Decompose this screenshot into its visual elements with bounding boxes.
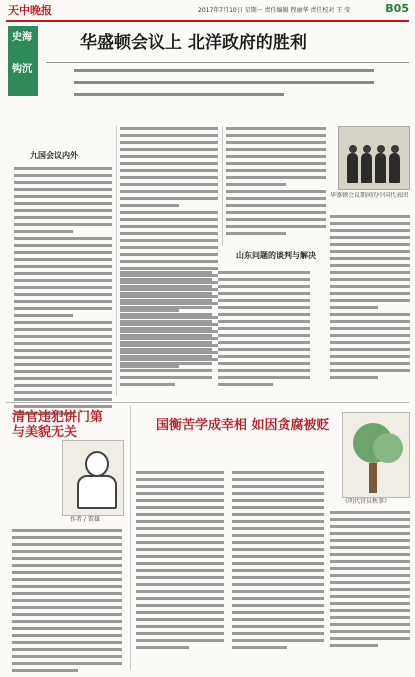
- text-line: [12, 591, 122, 596]
- text-line: [14, 348, 112, 353]
- text-line: [14, 313, 73, 318]
- text-line: [136, 498, 224, 503]
- text-line: [14, 362, 112, 367]
- text-line: [120, 319, 212, 324]
- text-line: [226, 161, 326, 166]
- text-line: [120, 133, 218, 138]
- illustration-credit-1: 作者 / 雷雄: [70, 516, 100, 523]
- text-line: [330, 615, 410, 620]
- text-line: [12, 535, 122, 540]
- text-line: [226, 210, 326, 215]
- text-line: [232, 505, 324, 510]
- text-line: [12, 654, 122, 659]
- text-column-5: [120, 270, 212, 389]
- text-line: [14, 285, 112, 290]
- text-line: [330, 333, 410, 338]
- text-line: [14, 201, 112, 206]
- text-line: [12, 556, 122, 561]
- text-line: [330, 270, 410, 275]
- header-meta: 2017年7月10日 星期一 责任编辑 程丽华 责任校对 王 莹: [198, 7, 351, 14]
- text-column-9: [232, 470, 324, 652]
- text-line: [14, 250, 112, 255]
- text-line: [12, 605, 122, 610]
- text-line: [120, 245, 218, 250]
- text-line: [14, 180, 112, 185]
- text-line: [330, 340, 410, 345]
- text-column-8: [136, 470, 224, 652]
- text-line: [218, 326, 310, 331]
- text-line: [330, 622, 410, 627]
- text-line: [232, 477, 324, 482]
- text-line: [330, 643, 378, 648]
- text-line: [120, 231, 218, 236]
- text-column-3: [226, 126, 326, 238]
- text-line: [218, 361, 310, 366]
- text-line: [120, 224, 218, 229]
- text-line: [120, 291, 212, 296]
- text-line: [136, 505, 224, 510]
- text-line: [14, 404, 112, 409]
- text-line: [232, 610, 324, 615]
- text-line: [218, 305, 310, 310]
- text-line: [120, 196, 218, 201]
- text-line: [120, 340, 212, 345]
- text-line: [136, 519, 224, 524]
- text-line: [232, 470, 324, 475]
- text-line: [232, 645, 287, 650]
- text-line: [14, 341, 112, 346]
- text-line: [330, 354, 410, 359]
- text-line: [218, 375, 310, 380]
- portrait-face: [85, 451, 109, 477]
- text-line: [330, 298, 410, 303]
- text-line: [120, 252, 218, 257]
- text-line: [232, 484, 324, 489]
- text-line: [136, 554, 224, 559]
- text-line: [136, 484, 224, 489]
- text-line: [330, 545, 410, 550]
- text-line: [136, 533, 224, 538]
- column-label-box: [8, 26, 38, 96]
- text-line: [120, 238, 218, 243]
- text-line: [330, 573, 410, 578]
- text-line: [14, 236, 112, 241]
- photo-figure-head: [377, 145, 385, 153]
- text-line: [136, 638, 224, 643]
- text-line: [12, 661, 122, 666]
- text-line: [218, 340, 310, 345]
- text-line: [136, 470, 224, 475]
- text-line: [330, 319, 410, 324]
- text-line: [330, 531, 410, 536]
- text-line: [12, 549, 122, 554]
- text-line: [330, 291, 410, 296]
- text-line: [12, 577, 122, 582]
- text-line: [12, 633, 122, 638]
- text-line: [120, 147, 218, 152]
- text-line: [218, 312, 310, 317]
- text-line: [136, 512, 224, 517]
- text-line: [330, 221, 410, 226]
- photo-caption: 华盛顿会议期间的中国代表团: [330, 192, 409, 199]
- column-label-line1: 史海: [12, 32, 32, 43]
- text-line: [330, 552, 410, 557]
- text-line: [232, 533, 324, 538]
- text-line: [218, 291, 310, 296]
- text-line: [330, 629, 410, 634]
- text-line: [14, 243, 112, 248]
- text-line: [330, 566, 410, 571]
- text-line: [136, 582, 224, 587]
- text-line: [14, 390, 112, 395]
- text-line: [330, 601, 410, 606]
- text-line: [330, 594, 410, 599]
- text-line: [14, 194, 112, 199]
- text-line: [14, 215, 112, 220]
- article-deck: [74, 66, 374, 102]
- text-line: [232, 589, 324, 594]
- text-line: [330, 347, 410, 352]
- text-line: [226, 147, 326, 152]
- text-line: [14, 299, 112, 304]
- text-line: [120, 347, 212, 352]
- text-line: [232, 568, 324, 573]
- text-line: [120, 270, 212, 275]
- text-line: [14, 278, 112, 283]
- text-line: [330, 256, 410, 261]
- tree-trunk: [369, 463, 377, 493]
- column-separator: [130, 406, 131, 670]
- text-line: [120, 154, 218, 159]
- text-line: [14, 257, 112, 262]
- main-headline: 华盛顿会议上 北洋政府的胜利: [80, 33, 307, 53]
- text-line: [232, 603, 324, 608]
- portrait-body: [77, 475, 117, 509]
- photo-figure-head: [349, 145, 357, 153]
- text-line: [12, 584, 122, 589]
- text-line: [218, 277, 310, 282]
- text-column-4: [330, 214, 410, 382]
- text-line: [14, 222, 112, 227]
- text-line: [136, 645, 189, 650]
- photo-figure: [389, 153, 400, 183]
- text-line: [330, 517, 410, 522]
- portrait-illustration: [62, 440, 124, 516]
- text-line: [14, 292, 112, 297]
- text-line: [330, 235, 410, 240]
- text-line: [330, 242, 410, 247]
- text-line: [120, 217, 218, 222]
- text-line: [120, 333, 212, 338]
- text-line: [120, 277, 212, 282]
- text-line: [218, 368, 310, 373]
- text-line: [14, 166, 112, 171]
- photo-figure: [347, 153, 358, 183]
- section-title-2: 山东问题的谈判与解决: [236, 251, 316, 260]
- text-line: [330, 368, 410, 373]
- text-line: [120, 140, 218, 145]
- text-line: [330, 284, 410, 289]
- text-line: [120, 210, 218, 215]
- text-line: [12, 598, 122, 603]
- text-line: [330, 312, 410, 317]
- text-column-10: [330, 510, 410, 650]
- text-line: [218, 347, 310, 352]
- text-line: [330, 214, 410, 219]
- text-line: [226, 154, 326, 159]
- text-line: [14, 187, 112, 192]
- text-column-1: [14, 166, 112, 418]
- text-line: [232, 498, 324, 503]
- text-line: [330, 228, 410, 233]
- text-line: [12, 612, 122, 617]
- text-line: [330, 636, 410, 641]
- text-line: [136, 603, 224, 608]
- text-line: [232, 512, 324, 517]
- text-line: [218, 333, 310, 338]
- text-line: [120, 368, 212, 373]
- text-line: [136, 561, 224, 566]
- text-line: [136, 617, 224, 622]
- text-line: [232, 596, 324, 601]
- text-line: [14, 271, 112, 276]
- photo-figure: [375, 153, 386, 183]
- text-line: [330, 326, 410, 331]
- text-line: [218, 319, 310, 324]
- text-line: [218, 354, 310, 359]
- text-line: [232, 617, 324, 622]
- text-line: [330, 538, 410, 543]
- text-line: [14, 369, 112, 374]
- text-line: [330, 249, 410, 254]
- text-line: [120, 375, 212, 380]
- section-title-4: 国衡苦学成幸相 如因贪腐被贬: [156, 418, 330, 433]
- text-line: [218, 382, 273, 387]
- text-line: [14, 355, 112, 360]
- text-line: [12, 619, 122, 624]
- text-line: [120, 354, 212, 359]
- text-line: [226, 189, 326, 194]
- deck-line: [74, 90, 284, 99]
- text-line: [14, 229, 73, 234]
- text-line: [12, 542, 122, 547]
- text-line: [232, 547, 324, 552]
- text-line: [120, 182, 218, 187]
- text-line: [232, 491, 324, 496]
- text-line: [226, 133, 326, 138]
- newspaper-logo: 天中晚报: [8, 4, 52, 17]
- text-line: [120, 175, 218, 180]
- text-line: [120, 168, 218, 173]
- column-separator: [116, 126, 117, 396]
- text-line: [136, 568, 224, 573]
- text-line: [136, 575, 224, 580]
- text-line: [14, 376, 112, 381]
- deck-line: [74, 66, 374, 75]
- section-title-1: 九国会议内外: [30, 151, 78, 160]
- header-rule: [6, 20, 409, 22]
- text-line: [120, 203, 179, 208]
- text-line: [120, 161, 218, 166]
- text-line: [12, 668, 78, 673]
- text-line: [232, 519, 324, 524]
- text-line: [120, 312, 212, 317]
- text-line: [226, 140, 326, 145]
- text-line: [12, 626, 122, 631]
- text-line: [330, 510, 410, 515]
- text-line: [120, 284, 212, 289]
- text-column-6: [218, 270, 310, 389]
- text-line: [226, 126, 326, 131]
- text-line: [120, 361, 212, 366]
- illustration-credit-2: 《明代官员秩事》: [342, 498, 391, 505]
- text-line: [330, 587, 410, 592]
- text-line: [12, 640, 122, 645]
- tree-foliage: [373, 433, 403, 463]
- text-line: [226, 217, 326, 222]
- text-line: [136, 491, 224, 496]
- text-line: [136, 477, 224, 482]
- text-line: [330, 524, 410, 529]
- text-line: [232, 526, 324, 531]
- text-line: [226, 203, 326, 208]
- text-line: [12, 528, 122, 533]
- text-line: [226, 168, 326, 173]
- text-line: [232, 540, 324, 545]
- tree-illustration: [342, 412, 410, 498]
- text-line: [136, 610, 224, 615]
- column-separator: [222, 126, 223, 246]
- text-line: [330, 580, 410, 585]
- text-line: [330, 559, 410, 564]
- text-line: [232, 624, 324, 629]
- text-line: [232, 631, 324, 636]
- text-line: [136, 547, 224, 552]
- text-line: [232, 575, 324, 580]
- text-line: [218, 270, 310, 275]
- text-line: [120, 382, 175, 387]
- text-line: [226, 224, 326, 229]
- text-line: [330, 375, 378, 380]
- text-line: [14, 306, 112, 311]
- text-line: [232, 638, 324, 643]
- text-line: [330, 277, 410, 282]
- delegation-photo: [338, 126, 410, 190]
- text-line: [120, 259, 218, 264]
- section-title-3: 清官违犯饼门第与美貌无关: [12, 410, 104, 440]
- text-line: [120, 126, 218, 131]
- column-label-line2: 钩沉: [12, 64, 32, 75]
- text-line: [218, 284, 310, 289]
- text-line: [14, 320, 112, 325]
- deck-rule: [46, 62, 409, 63]
- text-line: [136, 596, 224, 601]
- text-line: [14, 208, 112, 213]
- deck-line: [74, 78, 374, 87]
- photo-figure: [361, 153, 372, 183]
- page-number: B05: [385, 2, 409, 15]
- text-line: [120, 326, 212, 331]
- photo-figure-head: [363, 145, 371, 153]
- text-line: [120, 189, 218, 194]
- text-line: [232, 582, 324, 587]
- text-line: [226, 175, 326, 180]
- text-line: [226, 182, 286, 187]
- text-line: [12, 570, 122, 575]
- text-line: [14, 383, 112, 388]
- text-line: [232, 561, 324, 566]
- text-line: [136, 631, 224, 636]
- text-line: [330, 305, 378, 310]
- text-line: [330, 263, 410, 268]
- text-line: [136, 526, 224, 531]
- photo-figure-head: [391, 145, 399, 153]
- text-line: [330, 608, 410, 613]
- text-line: [14, 173, 112, 178]
- text-line: [14, 327, 112, 332]
- text-line: [136, 589, 224, 594]
- text-line: [136, 540, 224, 545]
- text-line: [14, 264, 112, 269]
- text-column-7: [12, 528, 122, 675]
- text-line: [120, 298, 212, 303]
- text-line: [226, 196, 326, 201]
- text-line: [330, 361, 410, 366]
- text-line: [136, 624, 224, 629]
- text-line: [226, 231, 286, 236]
- text-line: [232, 554, 324, 559]
- section-divider: [6, 402, 409, 403]
- text-line: [218, 298, 310, 303]
- text-line: [14, 334, 112, 339]
- text-line: [12, 647, 122, 652]
- text-line: [12, 563, 122, 568]
- text-line: [120, 305, 212, 310]
